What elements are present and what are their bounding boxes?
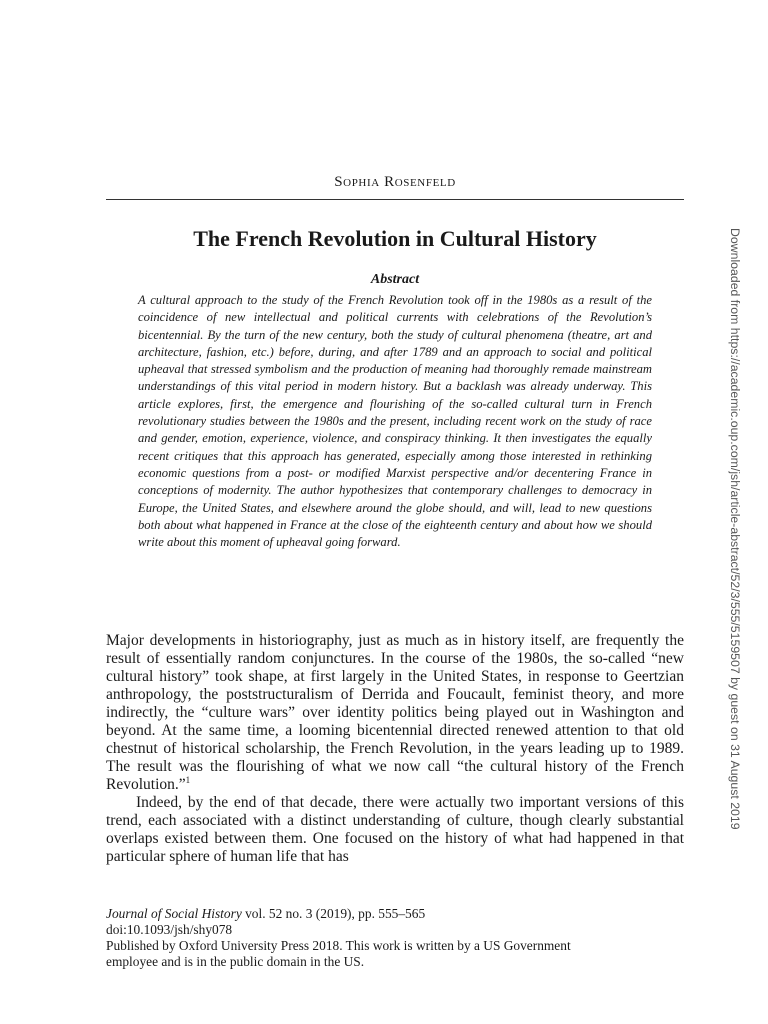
doi: doi:10.1093/jsh/shy078 (106, 922, 233, 937)
journal-citation (106, 906, 696, 922)
body-paragraph-2: Indeed, by the end of that decade, there were actually two important versions of this trend, each associated with a distinct understanding of culture, though clearly substantial overlaps existed between them. One focused on the history of what had happened in that particular sphere of human life that has (106, 794, 684, 865)
download-note: Downloaded from https://academic.oup.com/jsh/article-abstract/52/3/555/5159507 by guest on 31 August 2019 (728, 228, 742, 830)
citation-footer (106, 906, 696, 970)
article-body (106, 632, 684, 866)
abstract-text: A cultural approach to the study of the French Revolution took off in the 1980s as a result of the coincidence of new intellectual and political currents with celebrations of the Revolution’s bicentennial. By the turn of the new century, both the study of cultural phenomena (theatre, art and architecture, fashion, etc.) before, during, and after 1789 and an approach to social and political upheaval that stressed symbolism and the production of meaning had thoroughly remade mainstream understandings of this vital period in modern history. But a backlash was already underway. This article explores, first, the emergence and flourishing of the so-called cultural turn in French revolutionary studies between the 1980s and the present, including recent work on the study of race and gender, emotion, experience, violence, and conspiracy thinking. It then investigates the equally recent critiques that this approach has generated, especially among those interested in rethinking economic questions from a post- or modified Marxist perspective and/or decentering France in conceptions of modernity. The author hypothesizes that contemporary challenges to democracy in Europe, the United States, and elsewhere around the globe should, and will, lead to new questions both about what happened in France at the close of the eighteenth century and about how we should write about this moment of upheaval going forward. (138, 293, 652, 550)
volume-pages: vol. 52 no. 3 (2019), pp. 555–565 (241, 906, 426, 921)
journal-name: Journal of Social History (106, 906, 242, 921)
download-sidebar (722, 228, 752, 828)
abstract-heading: Abstract (370, 272, 420, 287)
header-rule (106, 199, 684, 200)
paragraph-1-text: Major developments in historiography, just as much as in history itself, are frequently the result of essentially random conjunctures. In the course of the 1980s, the so-called “new cultural history” took shape, at first largely in the United States, in response to Geertzian anthropology, the poststructuralism of Derrida and Foucault, feminist theory, and more indirectly, the “culture wars” over identity politics being played out in Washington and beyond. At the same time, a looming bicentennial directed renewed attention to that old chestnut of historical scholarship, the French Revolution, in the years leading up to 1989. The result was the flourishing of what we now call “the cultural history of the French Revolution.” (106, 632, 684, 793)
license-line-2: employee and is in the public domain in the US. (106, 954, 365, 969)
body-paragraph-1 (106, 632, 684, 794)
article-title: The French Revolution in Cultural History (193, 226, 597, 251)
license-line-1: Published by Oxford University Press 2018. This work is written by a US Government (106, 938, 571, 953)
author-name: Sophia Rosenfeld (334, 174, 456, 190)
footnote-marker[interactable]: 1 (185, 774, 191, 785)
